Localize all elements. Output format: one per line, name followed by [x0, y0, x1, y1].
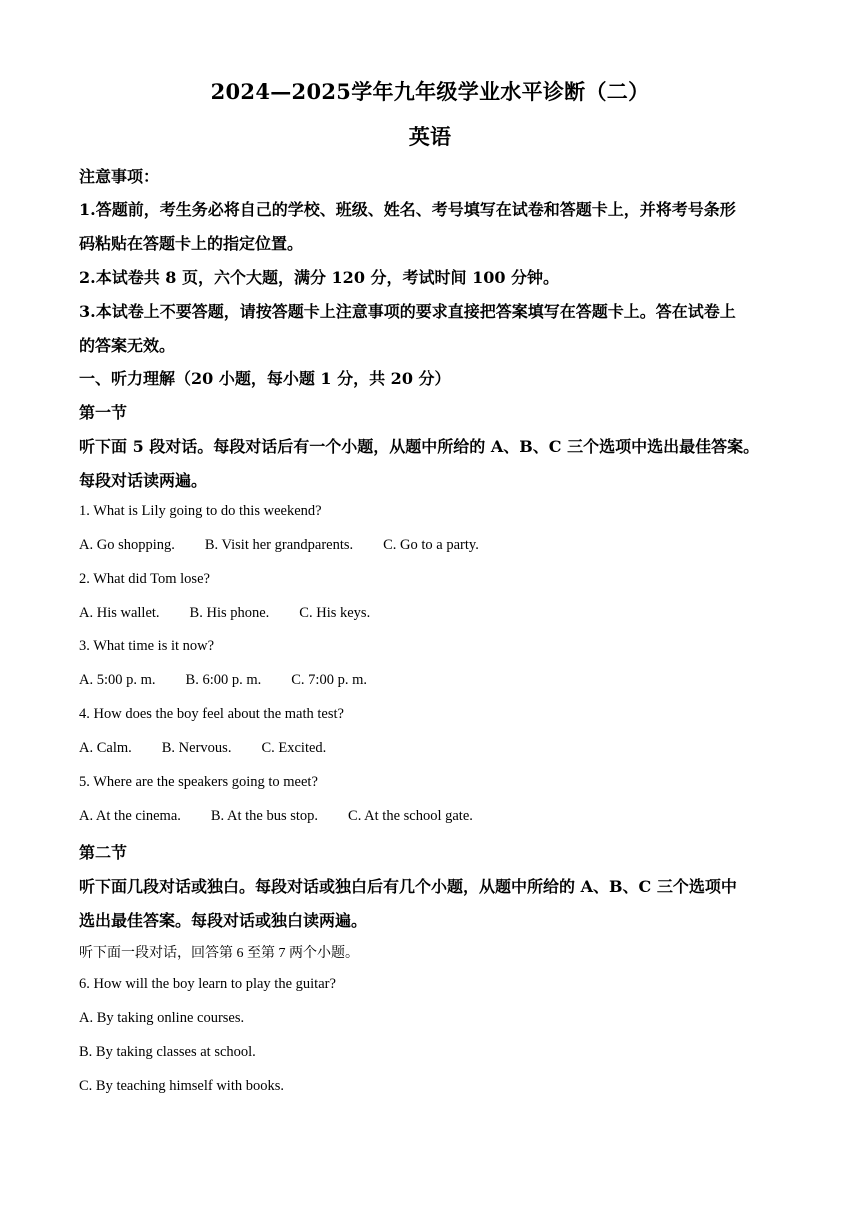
question-4-options	[79, 740, 789, 757]
note-1-line-1: 1.答题前，考生务必将自己的学校、班级、姓名、考号填写在试卷和答题卡上，并将考号条形	[79, 200, 736, 219]
option-b: B. 6:00 p. m.	[185, 672, 262, 688]
question-2-options	[79, 605, 789, 622]
option-b: B. Visit her grandparents.	[204, 537, 354, 553]
question-5: 5. Where are the speakers going to meet?	[79, 774, 318, 790]
notes-heading: 注意事项：	[79, 167, 160, 186]
question-4: 4. How does the boy feel about the math test?	[79, 706, 344, 722]
part1-heading: 一、听力理解（20 小题，每小题 1 分，共 20 分）	[79, 369, 451, 388]
question-5-options	[79, 808, 789, 825]
question-3: 3. What time is it now?	[79, 638, 215, 654]
note-2: 2.本试卷共 8 页，六个大题，满分 120 分，考试时间 100 分钟。	[79, 268, 560, 287]
option-a: A. Calm.	[79, 740, 132, 756]
note-3-line-1: 3.本试卷上不要答题，请按答题卡上注意事项的要求直接把答案填写在答题卡上。答在试卷上	[79, 302, 736, 321]
option-b: B. Nervous.	[161, 740, 232, 756]
question-1: 1. What is Lily going to do this weekend?	[79, 503, 322, 519]
note-1-line-2: 码粘贴在答题卡上的指定位置。	[79, 234, 304, 253]
option-c: C. Excited.	[261, 740, 327, 756]
option-c: C. 7:00 p. m.	[291, 672, 367, 688]
option-c: C. At the school gate.	[348, 808, 473, 824]
section2-instruction-line-1: 听下面几段对话或独白。每段对话或独白后有几个小题，从题中所给的 A、B、C 三个选项中	[79, 877, 737, 896]
section1-instruction-line-2: 每段对话读两遍。	[79, 471, 208, 490]
section2-sub-instruction: 听下面一段对话，回答第 6 至第 7 两个小题。	[79, 946, 359, 961]
section2-instruction-line-2: 选出最佳答案。每段对话或独白读两遍。	[79, 911, 368, 930]
section1-heading: 第一节	[79, 403, 128, 422]
note-3-line-2: 的答案无效。	[79, 336, 176, 355]
section1-instruction-line-1: 听下面 5 段对话。每段对话后有一个小题，从题中所给的 A、B、C 三个选项中选出最佳答案。	[79, 437, 760, 456]
exam-title: 2024—2025学年九年级学业水平诊断（二）	[210, 79, 650, 104]
option-a: A. Go shopping.	[79, 537, 175, 553]
question-6-option-b: B. By taking classes at school.	[79, 1044, 256, 1060]
option-a: A. At the cinema.	[79, 808, 181, 824]
question-6-option-a: A. By taking online courses.	[79, 1010, 245, 1026]
question-6-option-c: C. By teaching himself with books.	[79, 1078, 284, 1094]
question-1-options	[79, 537, 789, 554]
option-a: A. 5:00 p. m.	[79, 672, 156, 688]
subject-title: 英语	[408, 124, 452, 149]
option-b: B. At the bus stop.	[210, 808, 319, 824]
option-b: B. His phone.	[189, 605, 270, 621]
option-a: A. His wallet.	[79, 605, 160, 621]
question-6: 6. How will the boy learn to play the guitar?	[79, 976, 336, 992]
question-3-options	[79, 672, 789, 689]
option-c: C. His keys.	[299, 605, 371, 621]
question-2: 2. What did Tom lose?	[79, 571, 210, 587]
section2-heading: 第二节	[79, 843, 128, 862]
option-c: C. Go to a party.	[383, 537, 479, 553]
